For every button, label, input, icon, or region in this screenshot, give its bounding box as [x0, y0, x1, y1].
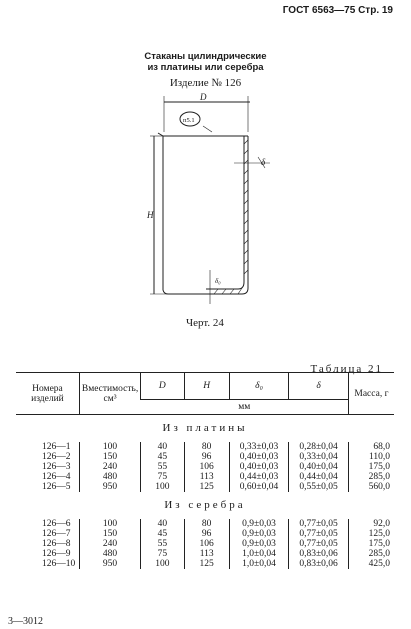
table-cell: 950 — [79, 482, 140, 492]
spec-table — [16, 372, 394, 569]
table-cell: 285,0 — [348, 472, 394, 482]
table-cell: 126—6 — [42, 519, 71, 529]
table-cell: 126—1 — [42, 442, 71, 452]
table-cell: 0,60±0,04 — [229, 482, 289, 492]
table-cell: 0,44±0,04 — [289, 472, 349, 482]
table-cell: 0,40±0,03 — [229, 452, 289, 462]
table-cell: 150 — [79, 452, 140, 462]
table-cell: 1,0±0,04 — [229, 559, 289, 569]
table-cell: 126—7 — [42, 529, 71, 539]
table-cell: 125,0 — [348, 529, 394, 539]
label-delta-d: δ₀ — [215, 277, 221, 285]
table-cell: 126—2 — [42, 452, 71, 462]
table-cell: 126—9 — [42, 549, 71, 559]
table-cell: 1,0±0,04 — [229, 549, 289, 559]
table-cell: 560,0 — [348, 482, 394, 492]
section-title: Из серебра — [164, 499, 246, 511]
table-cell: 0,40±0,03 — [229, 462, 289, 472]
table-cell: 96 — [184, 529, 229, 539]
label-h: H — [147, 210, 154, 220]
table-cell: 55 — [141, 462, 184, 472]
header-delta: δ — [289, 373, 349, 400]
table-cell: 150 — [79, 529, 140, 539]
table-cell: 45 — [141, 529, 184, 539]
page-footer-code: 3—3012 — [8, 616, 43, 627]
header-h: H — [184, 373, 229, 400]
table-cell: 96 — [184, 452, 229, 462]
table-cell: 100 — [79, 519, 140, 529]
table-cell: 0,77±0,05 — [289, 529, 349, 539]
header-capacity: Вместимость, см³ — [79, 373, 140, 415]
table-row — [16, 462, 394, 472]
table-cell: 175,0 — [348, 462, 394, 472]
label-ref-mark: п5.1 — [183, 117, 195, 124]
table-cell: 126—10 — [42, 559, 76, 569]
title-line-2: из платины или серебра — [147, 62, 264, 73]
table-cell: 0,77±0,05 — [289, 519, 349, 529]
table-cell: 0,40±0,04 — [289, 462, 349, 472]
table-cell: 0,55±0,05 — [289, 482, 349, 492]
header-mass: Масса, г — [348, 373, 394, 415]
header-delta-d: δ₀ — [229, 373, 289, 400]
table-cell: 0,9±0,03 — [229, 539, 289, 549]
table-cell: 75 — [141, 549, 184, 559]
table-cell: 126—4 — [42, 472, 71, 482]
page-header: ГОСТ 6563—75 Стр. 19 — [282, 5, 393, 16]
table-row — [16, 519, 394, 529]
table-cell: 113 — [184, 549, 229, 559]
table-cell: 125 — [184, 482, 229, 492]
table-cell: 68,0 — [348, 442, 394, 452]
header-unit: мм — [141, 400, 349, 415]
table-cell: 126—8 — [42, 539, 71, 549]
table-caption: Таблица 21 — [310, 363, 383, 375]
table-cell: 0,83±0,06 — [289, 559, 349, 569]
table-cell: 0,28±0,04 — [289, 442, 349, 452]
table-cell: 40 — [141, 442, 184, 452]
table-cell: 0,44±0,03 — [229, 472, 289, 482]
table-cell: 113 — [184, 472, 229, 482]
table-row — [16, 529, 394, 539]
label-d: D — [200, 92, 207, 102]
section-title: Из платины — [162, 422, 248, 434]
table-cell: 0,77±0,05 — [289, 539, 349, 549]
table-body — [16, 415, 394, 570]
table-row — [16, 452, 394, 462]
table-cell: 125 — [184, 559, 229, 569]
table-cell: 40 — [141, 519, 184, 529]
table-cell: 480 — [79, 472, 140, 482]
label-delta: δ — [261, 157, 266, 167]
table-cell: 100 — [79, 442, 140, 452]
table-cell: 0,33±0,04 — [289, 452, 349, 462]
table-cell: 106 — [184, 539, 229, 549]
table-cell: 126—5 — [42, 482, 71, 492]
table-cell: 55 — [141, 539, 184, 549]
section-title-row — [16, 415, 394, 443]
table-cell: 92,0 — [348, 519, 394, 529]
table-cell: 480 — [79, 549, 140, 559]
title-line-1: Стаканы цилиндрические — [144, 51, 267, 62]
table-cell: 285,0 — [348, 549, 394, 559]
table-cell: 425,0 — [348, 559, 394, 569]
table-row — [16, 482, 394, 492]
table-cell: 175,0 — [348, 539, 394, 549]
section-title-row — [16, 492, 394, 519]
table-cell: 75 — [141, 472, 184, 482]
table-cell: 0,83±0,06 — [289, 549, 349, 559]
table-cell: 0,9±0,03 — [229, 519, 289, 529]
table-cell: 126—3 — [42, 462, 71, 472]
table-cell: 0,33±0,03 — [229, 442, 289, 452]
table-cell: 240 — [79, 462, 140, 472]
header-d: D — [141, 373, 184, 400]
beaker-drawing — [130, 92, 280, 304]
table-cell: 45 — [141, 452, 184, 462]
item-label: Изделие № 126 — [169, 77, 242, 89]
table-cell: 106 — [184, 462, 229, 472]
table-cell: 110,0 — [348, 452, 394, 462]
table-row — [16, 559, 394, 569]
table-row — [16, 442, 394, 452]
table-cell: 950 — [79, 559, 140, 569]
table-row — [16, 472, 394, 482]
table-cell: 0,9±0,03 — [229, 529, 289, 539]
table-cell: 240 — [79, 539, 140, 549]
table-cell: 100 — [141, 559, 184, 569]
figure-caption: Черт. 24 — [186, 317, 224, 329]
table-cell: 80 — [184, 519, 229, 529]
table-cell: 100 — [141, 482, 184, 492]
table-cell: 80 — [184, 442, 229, 452]
table-row — [16, 539, 394, 549]
table-row — [16, 549, 394, 559]
header-number: Номера изделий — [16, 373, 79, 415]
